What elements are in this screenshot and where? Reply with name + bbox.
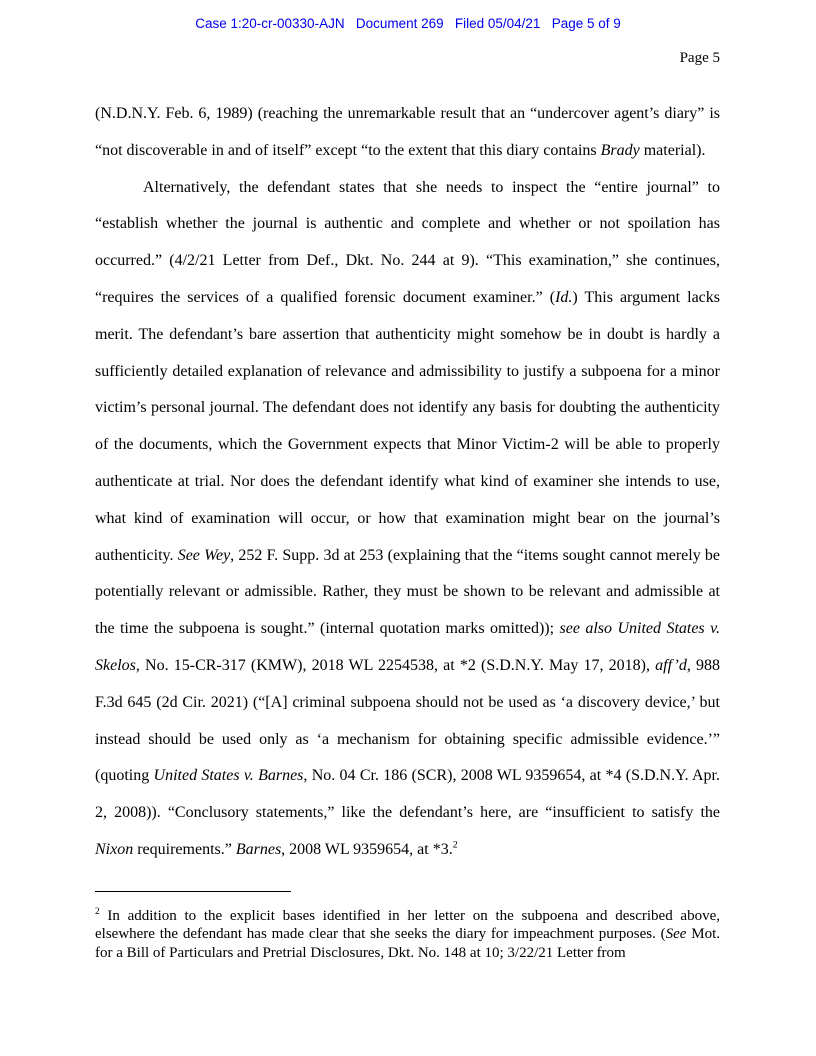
ecf-header-stamp: Case 1:20-cr-00330-AJN Document 269 Filed 05/04/21 Page 5 of 9 xyxy=(195,16,621,31)
page-content xyxy=(95,50,720,962)
body-paragraph-1: (N.D.N.Y. Feb. 6, 1989) (reaching the unremarkable result that an “undercover agent’s diary” is “not discoverable in and of itself” except “to the extent that this diary contains Brady material). xyxy=(95,105,720,159)
page-number-label: Page 5 xyxy=(679,50,720,66)
body-paragraph-2: Alternatively, the defendant states that she needs to inspect the “entire journal” to “establish whether the journal is authentic and complete and whether or not spoilation has occurred.” (4/2/21 Letter from Def., Dkt. No. 244 at 9). “This examination,” she continues, “requires the services of a qualified forensic document examiner.” (Id.) This argument lacks merit. The defendant’s bare assertion that authenticity might somehow be in doubt is hardly a sufficiently detailed explanation of relevance and admissibility to justify a subpoena for a minor victim’s personal journal. The defendant does not identify any basis for doubting the authenticity of the documents, which the Government expects that Minor Victim-2 will be able to properly authenticate at trial. Nor does the defendant identify what kind of examiner she intends to use, what kind of examination will occur, or how that examination might bear on the journal’s authenticity. See Wey, 252 F. Supp. 3d at 253 (explaining that the “items sought cannot merely be potentially relevant or admissible. Rather, they must be shown to be relevant and admissible at the time the subpoena is sought.” (internal quotation marks omitted)); see also United States v. Skelos, No. 15-CR-317 (KMW), 2018 WL 2254538, at *2 (S.D.N.Y. May 17, 2018), aff’d, 988 F.3d 645 (2d Cir. 2021) (“[A] criminal subpoena should not be used as ‘a discovery device,’ but instead should be used only as ‘a mechanism for obtaining specific admissible evidence.’” (quoting United States v. Barnes, No. 04 Cr. 186 (SCR), 2008 WL 9359654, at *4 (S.D.N.Y. Apr. 2, 2008)). “Conclusory statements,” like the defendant’s here, are “insufficient to satisfy the Nixon requirements.” Barnes, 2008 WL 9359654, at *3.$^2$ xyxy=(95,178,721,858)
footnote-2: $^2$ In addition to the explicit bases identified in her letter on the subpoena and described above, elsewhere the defendant has made clear that she seeks the diary for impeachment purposes. (See Mot. for a Bill of Particulars and Pretrial Disclosures, Dkt. No. 148 at 10; 3/22/21 Letter from xyxy=(95,906,720,961)
footnote-separator xyxy=(95,891,291,892)
